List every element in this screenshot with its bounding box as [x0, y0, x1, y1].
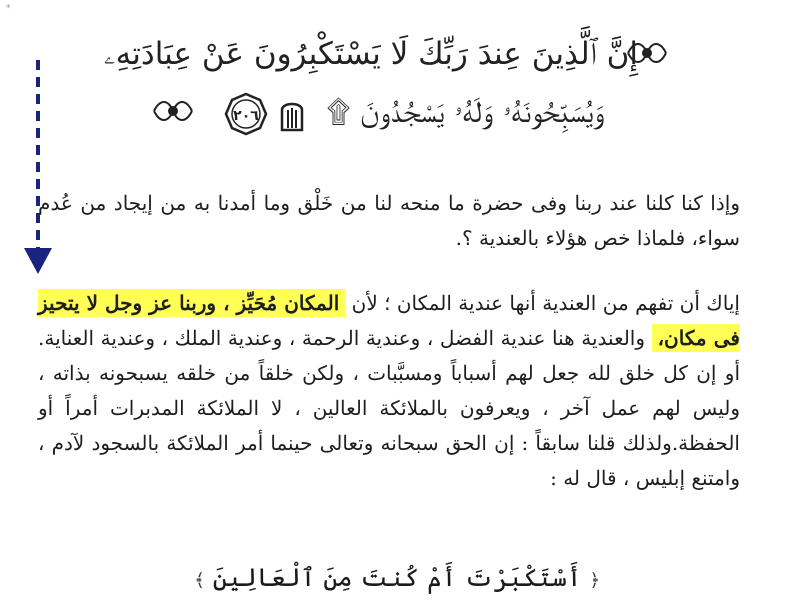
verse-number-icon	[224, 92, 268, 136]
paragraph-2-continuation: والعندية هنا عندية الفضل ، وعندية الرحمة ، وعندية الملك ، وعندية العناية. أو إن كل خلق لله جعل لهم أسباباً ومسبَّبات ، ولكن خلقاً من خلقه يسبحونه بذاته ، وليس لهم عمل آخر ، ويعرفون بالملائكة العالين ، لا الملائكة المدبرات أمراً أو الحفظة.ولذلك قلنا سابقاً : إن الحق سبحانه وتعالى حينما أمر الملائكة بالسجود لآدم ، وامتنع إبليس ، قال له :	[38, 326, 740, 490]
sajda-icon	[278, 96, 306, 132]
paragraph-2-intro: إياك أن تفهم من العندية أنها عندية المكان ؛ لأن	[351, 291, 740, 315]
quran-quote	[194, 556, 600, 600]
verse-line-2: وَيُسَبِّحُونَهُۥ وَلَهُۥ يَسْجُدُونَ ۩	[326, 94, 604, 130]
paragraph-2	[38, 286, 740, 496]
highlighted-text: المكان مُحَيِّز ، وربنا عز وجل لا يتحيز فى مكان،	[38, 291, 740, 350]
quote-close-bracket: ﴾	[194, 570, 205, 591]
verse-line-1: إِنَّ ٱلَّذِينَ عِندَ رَبِّكَ لَا يَسْتَكْبِرُونَ عَنْ عِبَادَتِهِۦ	[103, 36, 638, 72]
verse-number: ٢٠٦	[233, 108, 259, 124]
verse-block	[103, 26, 670, 154]
verse-ornament-icon	[150, 96, 196, 126]
quote-text: أَسْتَكْبَرْتَ أَمْ كُنتَ مِنَ ٱلْعَالِينَ	[212, 563, 582, 592]
page-mark: *	[6, 4, 11, 14]
paragraph-1: وإذا كنا كلنا عند ربنا وفى حضرة ما منحه لنا من خَلْق وما أمدنا به من إيجاد من عُدم سواء، فلماذا خص هؤلاء بالعندية ؟.	[38, 191, 740, 250]
quote-open-bracket: ﴿	[589, 570, 600, 591]
